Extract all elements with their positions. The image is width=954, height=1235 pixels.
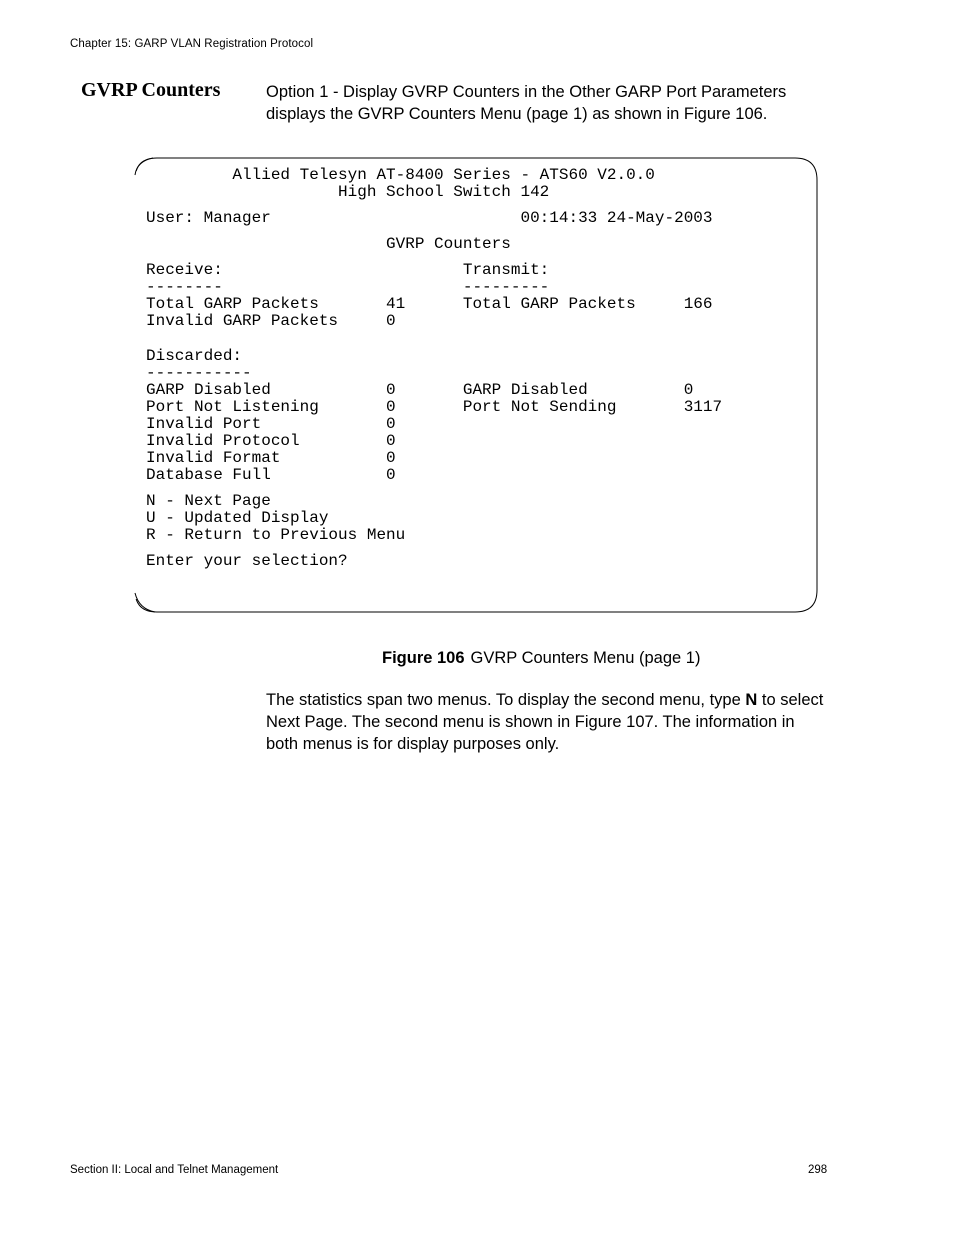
terminal-line: -------- --------- (146, 278, 550, 296)
section-heading: GVRP Counters (81, 79, 221, 101)
terminal-line (146, 330, 722, 339)
terminal-line: Allied Telesyn AT-8400 Series - ATS60 V2.0.0 (146, 166, 655, 184)
terminal-screen (133, 157, 818, 613)
figure-caption-text: GVRP Counters Menu (page 1) (470, 649, 701, 667)
body-key: N (745, 691, 758, 709)
terminal-line: Discarded: (146, 347, 243, 365)
figure-label: Figure 106 (382, 649, 465, 667)
terminal-line: High School Switch 142 (146, 183, 550, 201)
terminal-line: R - Return to Previous Menu (146, 526, 406, 544)
terminal-line: ----------- (146, 364, 252, 382)
body-paragraph (266, 689, 826, 755)
body-text (266, 689, 826, 755)
terminal-line: Receive: Transmit: (146, 261, 550, 279)
body-text-before: The statistics span two menus. To display the second menu, type (266, 691, 746, 709)
intro-paragraph (266, 81, 826, 125)
body-text-after: to select Next Page. The second menu is shown in Figure 107. The information in both menus is for display purposes only. (266, 691, 824, 753)
terminal-line: Total GARP Packets 41 Total GARP Packets 166 (146, 295, 713, 313)
terminal-line: Invalid Protocol 0 (146, 432, 396, 450)
terminal-line: Port Not Listening 0 Port Not Sending 3117 (146, 398, 723, 416)
intro-text: Option 1 - Display GVRP Counters in the Other GARP Port Parameters displays the GVRP Counters Menu (page 1) as shown in Figure 106. (266, 83, 787, 123)
terminal-line: Database Full 0 (146, 466, 396, 484)
terminal-line: Invalid Format 0 (146, 449, 396, 467)
terminal-line: Enter your selection? (146, 552, 348, 570)
terminal-line: Invalid GARP Packets 0 (146, 312, 396, 330)
chapter-header: Chapter 15: GARP VLAN Registration Protocol (70, 38, 314, 50)
terminal-line: N - Next Page (146, 492, 271, 510)
footer-section: Section II: Local and Telnet Management (70, 1164, 279, 1176)
terminal-text (146, 167, 722, 570)
terminal-line: U - Updated Display (146, 509, 329, 527)
page-number: 298 (808, 1164, 828, 1176)
terminal-line: GARP Disabled 0 GARP Disabled 0 (146, 381, 694, 399)
terminal-line: User: Manager 00:14:33 24-May-2003 (146, 209, 713, 227)
terminal-line: GVRP Counters (146, 235, 511, 253)
figure-caption (382, 649, 700, 668)
terminal-line: Invalid Port 0 (146, 415, 396, 433)
